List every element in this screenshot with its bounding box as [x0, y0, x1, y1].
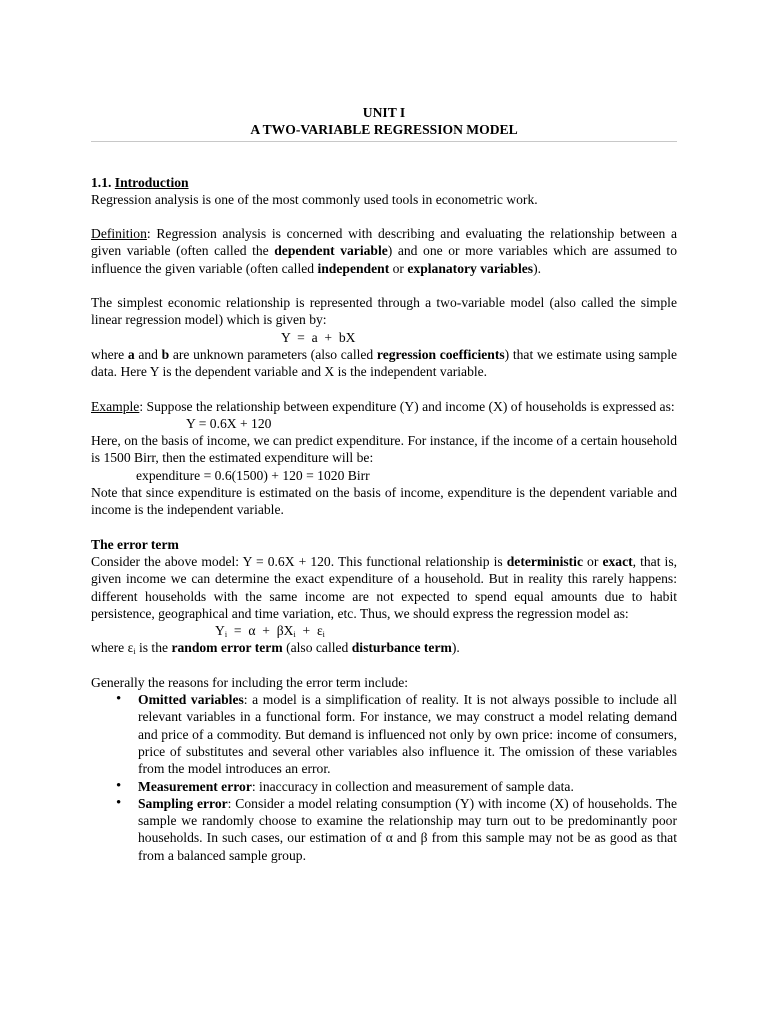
list-item: • Measurement error: inaccuracy in collection and measurement of sample data.: [138, 778, 677, 795]
model-equation: Y = a + bX: [281, 329, 356, 345]
list-item: • Omitted variables: a model is a simplification of reality. It is not always possible to include all relevant variables in a functional form. For instance, we may construct a model relating demand and price of a commodity. But demand is influenced not only by own price: income of consumers, price of substitutes and several other variables also influence it. The omission of these variables from the model introduces an error.: [138, 691, 677, 777]
random-error-paragraph: where $\varepsilon_i$ is the random error term (also called disturbance term).: [91, 640, 460, 657]
section-title: Introduction: [114, 174, 189, 190]
example-equation: Y = 0.6X + 120: [186, 415, 272, 431]
example-label: Example: [91, 398, 140, 414]
dependent-variable-note: Note that since expenditure is estimated on the basis of income, expenditure is the dependent variable and income is the independent variable.: [91, 485, 677, 518]
definition-paragraph: Definition: Regression analysis is concerned with describing and evaluating the relationship between a given variable (often called the dependent variable) and one or more variables which are assumed to influence the given variable (often called independent or explanatory variables).: [91, 226, 678, 276]
prediction-paragraph: Here, on the basis of income, we can predict expenditure. For instance, if the income of a certain household is 1500 Birr, then the estimated expenditure will be:: [91, 433, 677, 466]
section-heading-error-term: The error term: [91, 536, 179, 552]
example-paragraph: Example: Suppose the relationship between expenditure (Y) and income (X) of households is expressed as:: [91, 398, 675, 414]
reasons-list: [91, 691, 677, 864]
simplest-model-paragraph: The simplest economic relationship is represented through a two-variable model (also called the simple linear regression model) which is given by:: [91, 295, 677, 328]
regression-equation: $Y_i = \alpha + \beta X_i + \varepsilon_i$: [215, 623, 325, 640]
list-item: • Sampling error: Consider a model relating consumption (Y) with income (X) of households. The sample we randomly choose to examine the relationship may turn out to be predominantly poor households. In such cases, our estimation of α and β from this sample may not be as good as that from a balanced sample group.: [138, 795, 677, 864]
expenditure-calculation: expenditure = 0.6(1500) + 120 = 1020 Birr: [136, 467, 370, 483]
reasons-intro: Generally the reasons for including the error term include:: [91, 674, 409, 690]
definition-label: Definition: [91, 226, 147, 242]
section-number: 1.1.: [91, 174, 112, 190]
document-page: [91, 104, 677, 864]
section-heading-introduction: [91, 174, 677, 191]
unit-label: UNIT I: [362, 105, 406, 120]
chapter-title: A TWO-VARIABLE REGRESSION MODEL: [250, 122, 518, 138]
parameters-paragraph: where a and b are unknown parameters (also called regression coefficients) that we estimate using sample data. Here Y is the dependent variable and X is the independent variable.: [91, 346, 678, 380]
intro-paragraph: Regression analysis is one of the most commonly used tools in econometric work.: [91, 191, 538, 207]
error-term-paragraph: Consider the above model: Y = 0.6X + 120. This functional relationship is deterministic or exact, that is, given income we can determine the exact expenditure of a household. But in reality this rarely happens: different households with the same income are not expected to spend equal amounts due to habit persistence, geographical and time variation, etc. Thus, we should express the regression model as:: [91, 553, 678, 621]
